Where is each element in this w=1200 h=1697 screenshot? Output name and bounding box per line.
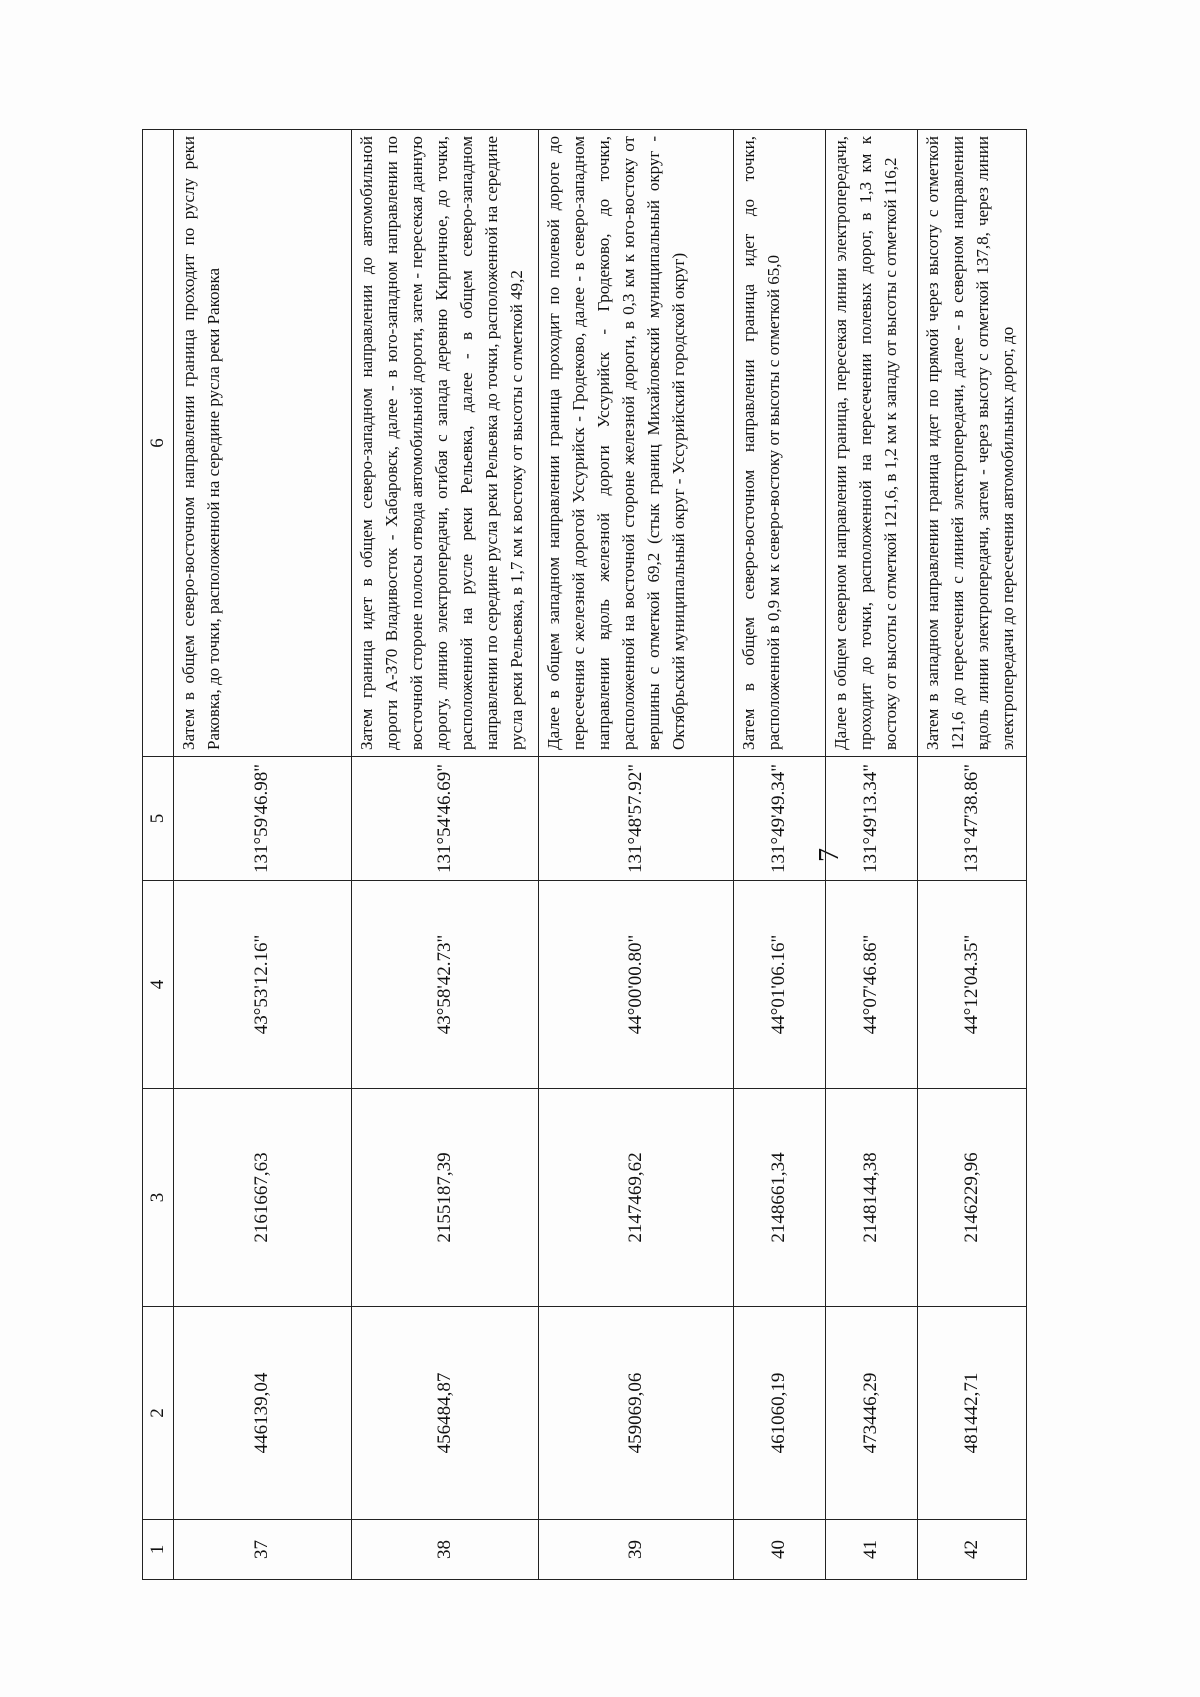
table-header-row xyxy=(143,130,174,1580)
coord-x: 446139,04 xyxy=(174,1307,352,1520)
table-row xyxy=(733,130,826,1580)
boundary-description: Затем в общем северо-восточном направлении граница проходит по руслу реки Раковка, до точки, расположенной на середине русла реки Раковка xyxy=(174,130,352,757)
coord-x: 481442,71 xyxy=(917,1307,1026,1520)
point-number: 41 xyxy=(826,1520,918,1580)
longitude: 131°47'38.86" xyxy=(917,757,1026,881)
longitude: 131°48'57.92" xyxy=(539,757,734,881)
longitude: 131°49'49.34" xyxy=(733,757,826,881)
header-col-6: 6 xyxy=(143,130,174,757)
point-number: 37 xyxy=(174,1520,352,1580)
coord-x: 459069,06 xyxy=(539,1307,734,1520)
longitude: 131°59'46.98" xyxy=(174,757,352,881)
table-row xyxy=(174,130,352,1580)
latitude: 44°12'04.35" xyxy=(917,881,1026,1089)
header-col-1: 1 xyxy=(143,1520,174,1580)
coord-x: 456484,87 xyxy=(351,1307,538,1520)
coord-y: 2146229,96 xyxy=(917,1089,1026,1307)
header-col-3: 3 xyxy=(143,1089,174,1307)
coord-x: 461060,19 xyxy=(733,1307,826,1520)
coord-y: 2148144,38 xyxy=(826,1089,918,1307)
longitude: 131°49'13.34" xyxy=(826,757,918,881)
latitude: 44°01'06.16" xyxy=(733,881,826,1089)
latitude: 44°07'46.86" xyxy=(826,881,918,1089)
table-row xyxy=(351,130,538,1580)
header-col-2: 2 xyxy=(143,1307,174,1520)
longitude: 131°54'46.69" xyxy=(351,757,538,881)
header-col-4: 4 xyxy=(143,881,174,1089)
latitude: 43°58'42.73" xyxy=(351,881,538,1089)
latitude: 43°53'12.16" xyxy=(174,881,352,1089)
latitude: 44°00'00.80" xyxy=(539,881,734,1089)
page-number: 7 xyxy=(814,848,845,862)
boundary-description: Затем в общем северо-восточном направлении граница идет до точки, расположенной в 0,9 км к северо-востоку от высоты с отметкой 65,0 xyxy=(733,130,826,757)
boundary-description: Далее в общем западном направлении граница проходит по полевой дороге до пересечения с железной дорогой Уссурийск - Гродеково, далее - в северо-западном направлении вдоль железной дороги Уссурийск - Гродеково, до точки, расположенной на восточной стороне железной дороги, в 0,3 км к юго-востоку от вершины с отметкой 69,2 (стык границ Михайловский муниципальный округ - Октябрьский муниципальный округ - Уссурийский городской округ) xyxy=(539,130,734,757)
table-row xyxy=(917,130,1026,1580)
coord-y: 2161667,63 xyxy=(174,1089,352,1307)
point-number: 40 xyxy=(733,1520,826,1580)
table-row xyxy=(826,130,918,1580)
coord-y: 2147469,62 xyxy=(539,1089,734,1307)
rotated-table xyxy=(142,130,1027,1580)
table-container xyxy=(142,130,1027,1580)
boundary-table xyxy=(142,129,1027,1580)
boundary-description: Затем в западном направлении граница идет по прямой через высоту с отметкой 121,6 до пересечения с линией электропередачи, далее - в северном направлении вдоль линии электропередачи, затем - через высоту с отметкой 137,8, через линии электропередачи до пересечения автомобильных дорог, до xyxy=(917,130,1026,757)
point-number: 42 xyxy=(917,1520,1026,1580)
table-row xyxy=(539,130,734,1580)
point-number: 39 xyxy=(539,1520,734,1580)
boundary-description: Далее в общем северном направлении граница, пересекая линии электропередачи, проходит до точки, расположенной на пересечении полевых дорог, в 1,3 км к востоку от высоты с отметкой 121,6, в 1,2 км к западу от высоты с отметкой 116,2 xyxy=(826,130,918,757)
boundary-description: Затем граница идет в общем северо-западном направлении до автомобильной дороги А-370 Владивосток - Хабаровск, далее - в юго-западном направлении по восточной стороне полосы отвода автомобильной дороги, затем - пересекая данную дорогу, линию электропередачи, огибая с запада деревню Кирпичное, до точки, расположенной на русле реки Рельевка, далее - в общем северо-западном направлении по середине русла реки Рельевка до точки, расположенной на середине русла реки Рельевка, в 1,7 км к востоку от высоты с отметкой 49,2 xyxy=(351,130,538,757)
coord-y: 2155187,39 xyxy=(351,1089,538,1307)
point-number: 38 xyxy=(351,1520,538,1580)
header-col-5: 5 xyxy=(143,757,174,881)
coord-x: 473446,29 xyxy=(826,1307,918,1520)
coord-y: 2148661,34 xyxy=(733,1089,826,1307)
